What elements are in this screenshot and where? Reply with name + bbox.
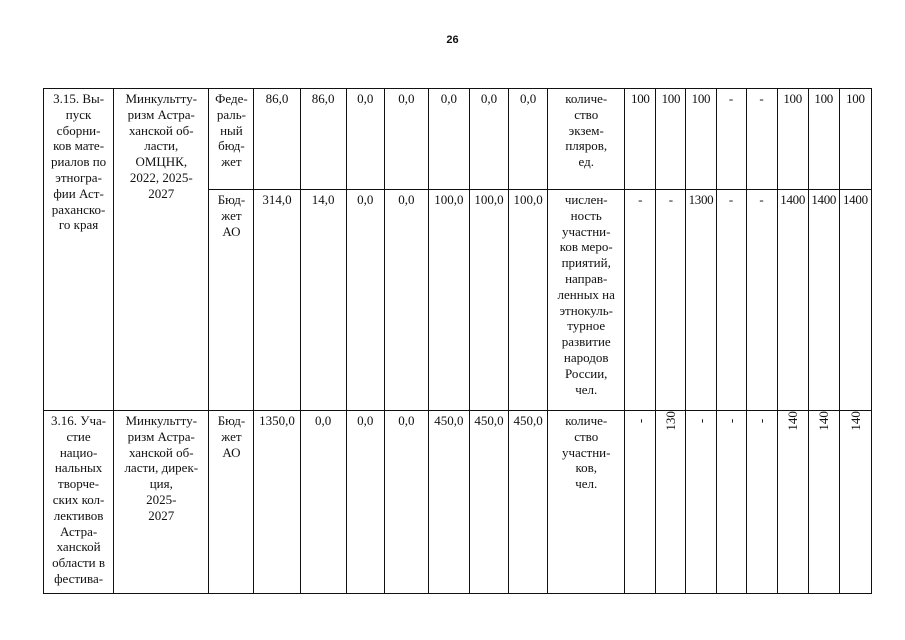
funding-source-cell: Феде- раль- ный бюд- жет [209, 89, 254, 190]
amount-cell: 0,0 [384, 411, 428, 594]
executor-cell: Минкульттy- ризм Астра- ханской об- ласти, ОМЦНК, 2022, 2025- 2027 [114, 89, 209, 411]
target-cell: 100 [625, 89, 656, 190]
funding-source-cell: Бюд- жет АО [209, 190, 254, 411]
rotated-target-text: - [753, 418, 769, 424]
amount-cell: 100,0 [428, 190, 469, 411]
item-cell: 3.16. Уча- стие нацио- нальных творче- ских кол- лективов Астра- ханской области в фестива- [44, 411, 114, 594]
indicator-cell: количе- ство участни- ков, чел. [548, 411, 625, 594]
amount-cell: 86,0 [254, 89, 300, 190]
page-number: 26 [446, 34, 459, 46]
target-cell: - [746, 190, 777, 411]
indicator-cell: числен- ность участни- ков меро- приятий, направ- ленных на этнокуль- турное развитие народов России, чел. [548, 190, 625, 411]
rotated-target-text: 130 [663, 411, 679, 431]
amount-cell: 0,0 [346, 190, 384, 411]
target-cell [746, 411, 777, 594]
program-table [43, 88, 872, 594]
amount-cell: 0,0 [384, 89, 428, 190]
target-cell: - [716, 190, 746, 411]
amount-cell: 0,0 [346, 411, 384, 594]
target-cell: - [716, 89, 746, 190]
rotated-target-text: - [693, 418, 709, 424]
rotated-target-text: 140 [847, 411, 863, 431]
target-cell [808, 411, 839, 594]
indicator-cell: количе- ство экзем- пляров, ед. [548, 89, 625, 190]
target-cell [777, 411, 808, 594]
amount-cell: 14,0 [300, 190, 346, 411]
target-cell: 100 [777, 89, 808, 190]
amount-cell: 0,0 [509, 89, 548, 190]
target-cell: 1300 [686, 190, 716, 411]
item-cell: 3.15. Вы- пуск сборни- ков мате- риалов по этногра- фии Аст- раханско- го края [44, 89, 114, 411]
target-cell: - [746, 89, 777, 190]
target-cell [716, 411, 746, 594]
amount-cell: 0,0 [469, 89, 508, 190]
target-cell [656, 411, 686, 594]
table-row [44, 411, 872, 594]
amount-cell: 450,0 [469, 411, 508, 594]
target-cell: 100 [839, 89, 871, 190]
amount-cell: 0,0 [384, 190, 428, 411]
target-cell: - [656, 190, 686, 411]
target-cell [839, 411, 871, 594]
target-cell [686, 411, 716, 594]
amount-cell: 1350,0 [254, 411, 300, 594]
target-cell: 100 [686, 89, 716, 190]
amount-cell: 0,0 [300, 411, 346, 594]
target-cell: 100 [808, 89, 839, 190]
target-cell: 100 [656, 89, 686, 190]
amount-cell: 86,0 [300, 89, 346, 190]
funding-source-cell: Бюд- жет АО [209, 411, 254, 594]
amount-cell: 314,0 [254, 190, 300, 411]
amount-cell: 450,0 [509, 411, 548, 594]
amount-cell: 0,0 [346, 89, 384, 190]
target-cell: 1400 [777, 190, 808, 411]
amount-cell: 100,0 [509, 190, 548, 411]
target-cell: - [625, 190, 656, 411]
rotated-target-text: - [632, 418, 648, 424]
rotated-target-text: 140 [784, 411, 800, 431]
rotated-target-text: 140 [815, 411, 831, 431]
target-cell [625, 411, 656, 594]
amount-cell: 450,0 [428, 411, 469, 594]
executor-cell: Минкульттy- ризм Астра- ханской об- ласти, дирек- ция, 2025- 2027 [114, 411, 209, 594]
table-row [44, 89, 872, 190]
rotated-target-text: - [723, 418, 739, 424]
amount-cell: 0,0 [428, 89, 469, 190]
target-cell: 1400 [808, 190, 839, 411]
amount-cell: 100,0 [469, 190, 508, 411]
target-cell: 1400 [839, 190, 871, 411]
